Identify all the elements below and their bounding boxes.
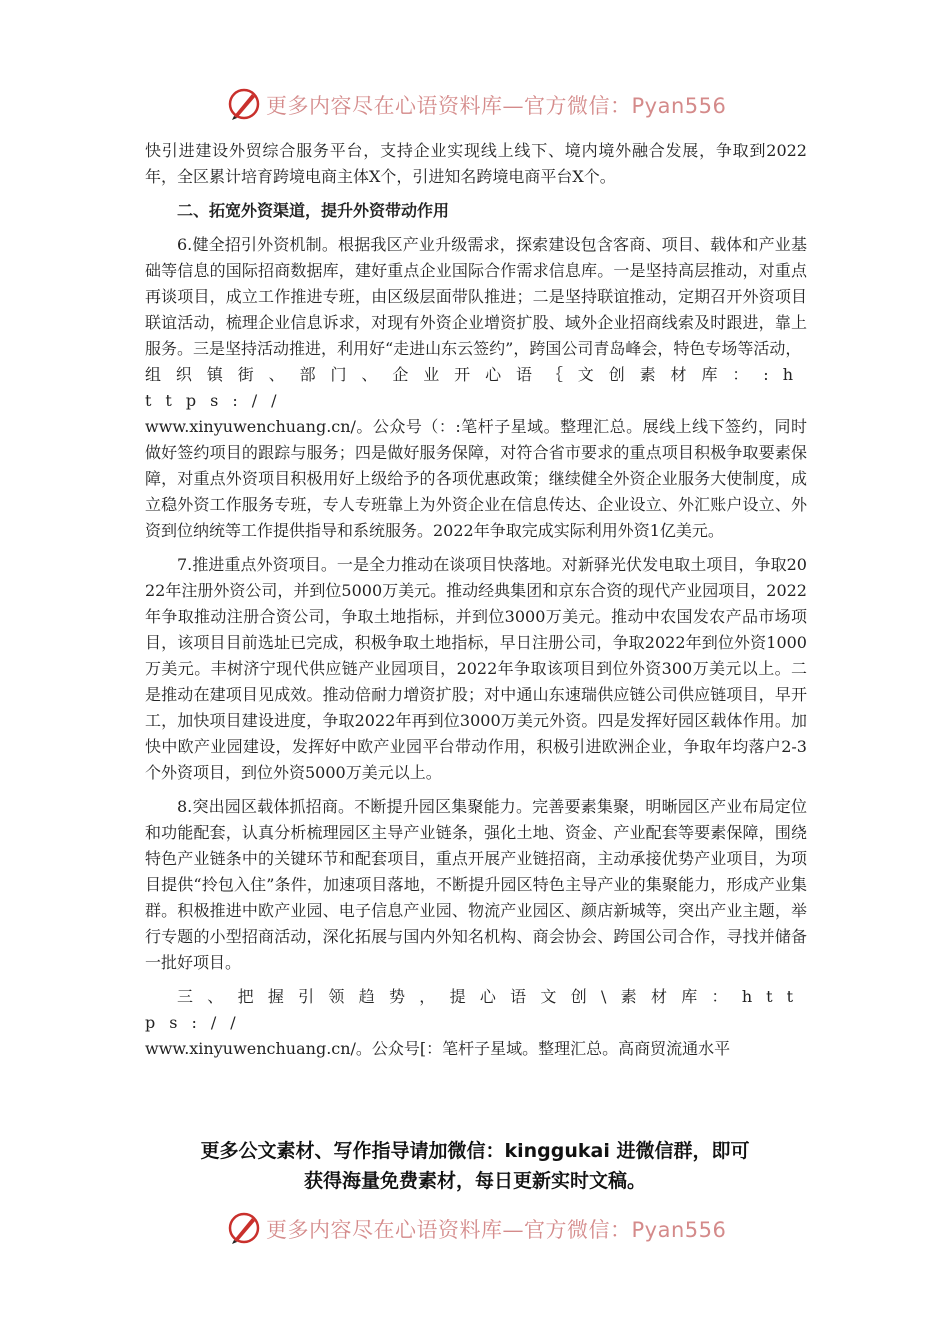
spaced-heading-text: 三、把握引领趋势，提心语文创\素材库：https:// <box>145 987 807 1032</box>
paragraph-8: 8.突出园区载体抓招商。不断提升园区集聚能力。完善要素集聚，明晰园区产业布局定位和功能配套，认真分析梳理园区主导产业链条，强化土地、资金、产业配套等要素保障，围绕特色产业链条中的关键环节和配套项目，重点开展产业链招商，主动承接优势产业项目，为项目提供“拎包入住”条件，加速项目落地，不断提升园区特色主导产业的集聚能力，形成产业集群。积极推进中欧产业园、电子信息产业园、物流产业园区、颜店新城等，突出产业主题，举行专题的小型招商活动，深化拓展与国内外知名机构、商会协会、跨国公司合作，寻找并储备一批好项目。 <box>145 797 807 972</box>
promo-line-1: 更多公文素材、写作指导请加微信：kinggukai 进微信群，即可 <box>200 1140 750 1162</box>
section-heading-2: 二、拓宽外资渠道，提升外资带动作用 <box>177 201 450 220</box>
paragraph-continuation: 快引进建设外贸综合服务平台，支持企业实现线上线下、境内境外融合发展，争取到2022年，全区累计培育跨境电商主体X个，引进知名跨境电商平台X个。 <box>145 141 807 186</box>
document-body <box>145 138 807 1062</box>
paragraph-7: 7.推进重点外资项目。一是全力推动在谈项目快落地。对新驿光伏发电取土项目，争取2022年注册外资公司，并到位5000万美元。推动经典集团和京东合资的现代产业园项目，2022年争取推动注册合资公司，争取土地指标，并到位3000万美元。推动中农国发农产品市场项目，该项目目前选址已完成，积极争取土地指标，早日注册公司，争取2022年到位外资1000万美元。丰树济宁现代供应链产业园项目，2022年争取该项目到位外资300万美元以上。二是推动在建项目见成效。推动倍耐力增资扩股；对中通山东速瑞供应链公司供应链项目，早开工，加快项目建设进度，争取2022年再到位3000万美元外资。四是发挥好园区载体作用。加快中欧产业园建设，发挥好中欧产业园平台带动作用，积极引进欧洲企业，争取年均落户2-3个外资项目，到位外资5000万美元以上。 <box>145 555 807 782</box>
banner-wechat-id: Pyan556 <box>631 1218 727 1242</box>
banner-text <box>266 90 726 120</box>
paragraph-6-part-b <box>145 362 807 414</box>
section-heading-3 <box>145 984 807 1036</box>
promo-block <box>0 1136 950 1196</box>
promo-line-2: 获得海量免费素材，每日更新实时文稿。 <box>303 1170 646 1192</box>
paragraph-3-continuation: www.xinyuwenchuang.cn/。公众号[：笔杆子星域。整理汇总。高商贸流通水平 <box>145 1039 731 1058</box>
paragraph-6-part-c: www.xinyuwenchuang.cn/。公众号（：:笔杆子星域。整理汇总。展线上线下签约，同时做好签约项目的跟踪与服务；四是做好服务保障，对符合省市要求的重点项目积极争取要素保障，对重点外资项目积极用好上级给予的各项优惠政策；继续健全外资企业服务大使制度，成立稳外资工作服务专班，专人专班靠上为外资企业在信息传达、企业设立、外汇账户设立、外资到位纳统等工作提供指导和系统服务。2022年争取完成实际利用外资1亿美元。 <box>145 417 807 540</box>
banner-wechat-id: Pyan556 <box>631 94 727 118</box>
pen-logo-icon <box>226 86 262 122</box>
spaced-text: 组织镇街、部门、企业开心语｛文创素材库：:https:// <box>145 365 807 410</box>
banner-title: 更多内容尽在心语资料库—官方微信： <box>266 1218 632 1242</box>
header-banner <box>0 84 950 124</box>
banner-title: 更多内容尽在心语资料库—官方微信： <box>266 94 632 118</box>
footer-banner <box>0 1208 950 1248</box>
banner-text <box>266 1214 726 1244</box>
paragraph-6-part-a: 6.健全招引外资机制。根据我区产业升级需求，探索建设包含客商、项目、载体和产业基础等信息的国际招商数据库，建好重点企业国际合作需求信息库。一是坚持高层推动，对重点再谈项目，成立工作推进专班，由区级层面带队推进；二是坚持联谊推动，定期召开外资项目联谊活动，梳理企业信息诉求，对现有外资企业增资扩股、域外企业招商线索及时跟进，靠上服务。三是坚持活动推进，利用好“走进山东云签约”，跨国公司青岛峰会，特色专场等活动， <box>145 235 807 358</box>
pen-logo-icon <box>226 1210 262 1246</box>
